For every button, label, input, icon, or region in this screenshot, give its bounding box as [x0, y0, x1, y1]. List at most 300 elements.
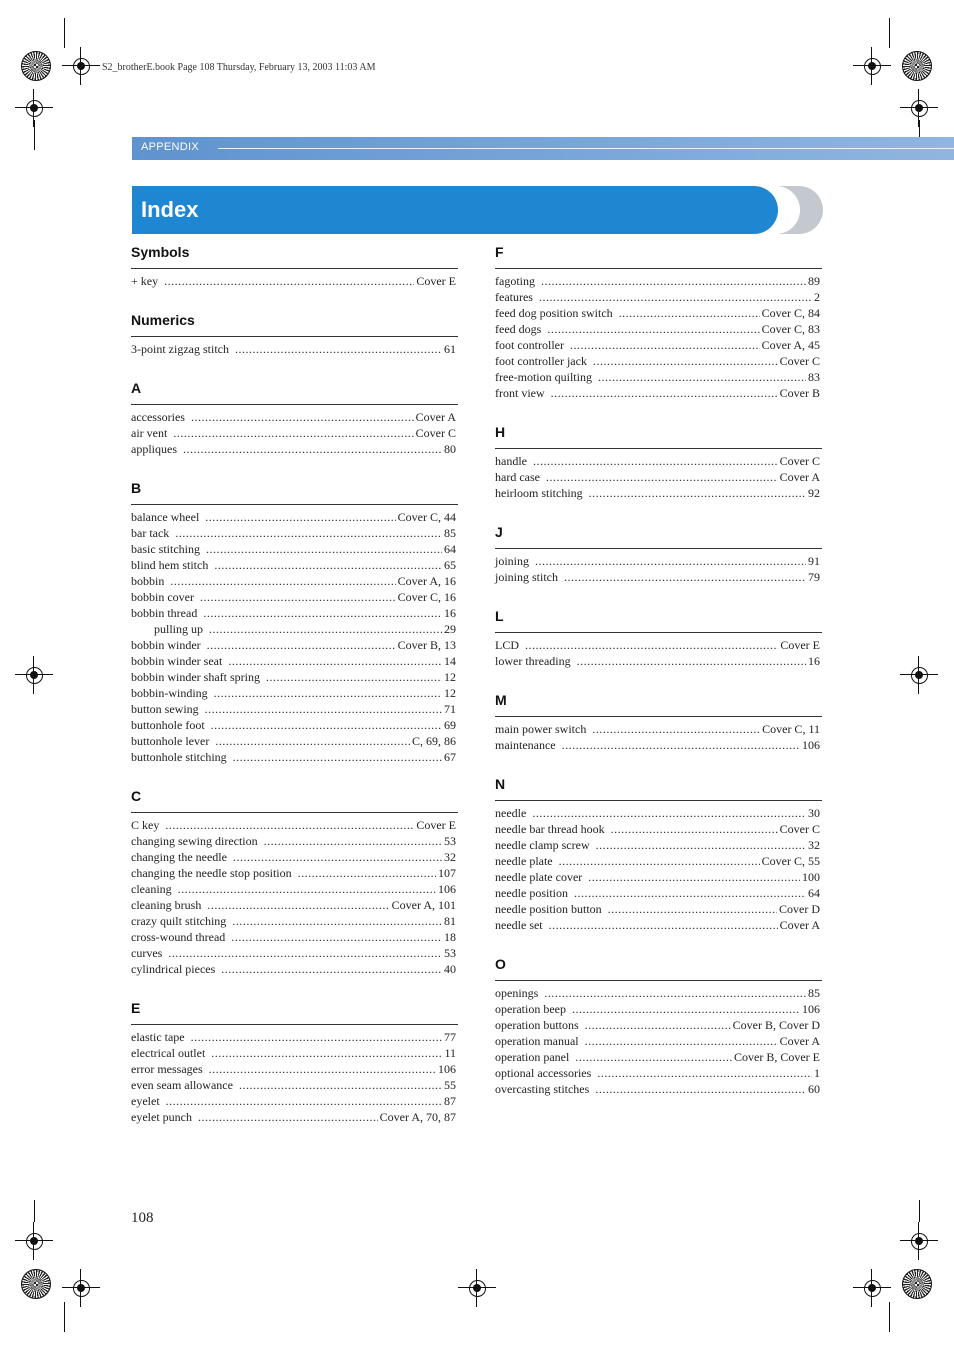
index-entry [495, 721, 822, 737]
index-term: eyelet punch [131, 1110, 192, 1124]
index-page-ref: 67 [444, 750, 456, 764]
leader-dots [533, 453, 778, 469]
index-page-ref: 30 [808, 806, 820, 820]
index-entry [131, 273, 458, 289]
crop-mark [34, 120, 35, 150]
index-section-heading: M [495, 688, 822, 717]
leader-dots [592, 721, 760, 737]
index-entry [131, 509, 458, 525]
index-term: bobbin winder [131, 638, 201, 652]
leader-dots [228, 653, 442, 669]
index-term: needle [495, 806, 527, 820]
index-term: handle [495, 454, 527, 468]
index-page-ref: 60 [808, 1082, 820, 1096]
index-entry [131, 749, 458, 765]
index-term: appliques [131, 442, 177, 456]
index-term: bobbin cover [131, 590, 194, 604]
leader-dots [525, 637, 778, 653]
leader-dots [233, 849, 442, 865]
index-entry [495, 653, 822, 669]
registration-mark-icon [458, 1269, 496, 1307]
index-section [131, 376, 458, 457]
index-entry [131, 1029, 458, 1045]
index-term: joining stitch [495, 570, 558, 584]
index-section [131, 240, 458, 289]
index-section-heading: L [495, 604, 822, 633]
leader-dots [205, 509, 395, 525]
index-page-ref: 32 [808, 838, 820, 852]
index-page-ref: 77 [444, 1030, 456, 1044]
index-term: operation buttons [495, 1018, 579, 1032]
index-section [131, 476, 458, 765]
index-page-ref: 106 [802, 1002, 820, 1016]
index-entry [131, 525, 458, 541]
index-page-ref: 1 [814, 1066, 820, 1080]
section-band [132, 137, 954, 160]
registration-mark-icon [15, 1222, 53, 1260]
index-section [495, 604, 822, 669]
title-banner [132, 186, 778, 234]
index-entry [495, 353, 822, 369]
index-page-ref: 80 [444, 442, 456, 456]
index-column-right [495, 240, 822, 1116]
index-page-ref: Cover B, Cover E [734, 1050, 820, 1064]
index-entry [131, 341, 458, 357]
index-page-ref: 89 [808, 274, 820, 288]
index-page-ref: Cover E [416, 818, 456, 832]
index-entry [131, 881, 458, 897]
index-entry [495, 305, 822, 321]
leader-dots [546, 469, 778, 485]
index-entry [131, 1077, 458, 1093]
leader-dots [532, 805, 806, 821]
index-page-ref: Cover C, 55 [761, 854, 820, 868]
index-term: needle plate cover [495, 870, 583, 884]
leader-dots [235, 341, 442, 357]
index-term: cross-wound thread [131, 930, 226, 944]
index-entry [495, 453, 822, 469]
index-page-ref: Cover A, 45 [761, 338, 820, 352]
index-entry [131, 669, 458, 685]
leader-dots [551, 385, 778, 401]
index-term: accessories [131, 410, 185, 424]
index-entry [131, 685, 458, 701]
index-entry [131, 1093, 458, 1109]
index-term: optional accessories [495, 1066, 592, 1080]
leader-dots [593, 353, 778, 369]
index-term: foot controller jack [495, 354, 587, 368]
page-title: Index [141, 197, 199, 222]
index-page-ref: Cover C, 44 [397, 510, 456, 524]
leader-dots [577, 653, 806, 669]
index-term: elastic tape [131, 1030, 185, 1044]
index-section [495, 520, 822, 585]
index-term: curves [131, 946, 163, 960]
index-term: needle plate [495, 854, 553, 868]
leader-dots [239, 1077, 442, 1093]
index-entry [495, 901, 822, 917]
index-entry [495, 321, 822, 337]
index-page-ref: Cover C, 84 [761, 306, 820, 320]
leader-dots [535, 553, 806, 569]
index-section [495, 420, 822, 501]
color-wheel-mark-top-left [21, 51, 51, 81]
index-term: 3-point zigzag stitch [131, 342, 229, 356]
index-page-ref: Cover A, 16 [397, 574, 456, 588]
leader-dots [298, 865, 436, 881]
registration-mark-icon [900, 656, 938, 694]
index-page-ref: 91 [808, 554, 820, 568]
crop-mark [889, 18, 890, 48]
leader-dots [206, 541, 442, 557]
index-entry [495, 917, 822, 933]
leader-dots [570, 337, 760, 353]
index-page-ref: Cover E [780, 638, 820, 652]
crop-mark [64, 1302, 65, 1332]
index-entry [495, 569, 822, 585]
index-page-ref: 71 [444, 702, 456, 716]
leader-dots [572, 1001, 800, 1017]
index-section-heading: O [495, 952, 822, 981]
leader-dots [539, 289, 812, 305]
leader-dots [547, 321, 759, 337]
color-wheel-mark-top-right [902, 51, 932, 81]
index-entry [495, 1049, 822, 1065]
index-entry [495, 289, 822, 305]
leader-dots [588, 869, 800, 885]
index-page-ref: Cover C [415, 426, 456, 440]
index-term: needle position [495, 886, 568, 900]
leader-dots [597, 1065, 812, 1081]
registration-mark-icon [900, 1222, 938, 1260]
index-page-ref: 53 [444, 834, 456, 848]
index-page-ref: Cover E [416, 274, 456, 288]
index-entry [495, 485, 822, 501]
leader-dots [221, 961, 442, 977]
index-page-ref: Cover C [779, 354, 820, 368]
index-page-ref: Cover A, 101 [391, 898, 456, 912]
leader-dots [209, 1061, 436, 1077]
registration-mark-icon [853, 1269, 891, 1307]
index-entry [495, 369, 822, 385]
index-page-ref: Cover C, 83 [761, 322, 820, 336]
leader-dots [264, 833, 442, 849]
leader-dots [164, 273, 414, 289]
index-term: electrical outlet [131, 1046, 206, 1060]
leader-dots [211, 717, 442, 733]
leader-dots [575, 1049, 732, 1065]
index-page-ref: 83 [808, 370, 820, 384]
index-entry [495, 1081, 822, 1097]
index-page-ref: Cover A, 70, 87 [379, 1110, 456, 1124]
index-section [131, 308, 458, 357]
index-page-ref: 53 [444, 946, 456, 960]
section-rule [218, 148, 954, 149]
index-term: cleaning [131, 882, 172, 896]
leader-dots [198, 1109, 378, 1125]
index-page-ref: 85 [444, 526, 456, 540]
index-entry [131, 945, 458, 961]
index-term: bar tack [131, 526, 170, 540]
leader-dots [544, 985, 806, 1001]
leader-dots [207, 897, 389, 913]
index-page-ref: 106 [438, 1062, 456, 1076]
index-term: cleaning brush [131, 898, 202, 912]
index-entry [131, 557, 458, 573]
leader-dots [585, 1017, 731, 1033]
index-term: needle position button [495, 902, 602, 916]
index-page-ref: 40 [444, 962, 456, 976]
index-page-ref: 12 [444, 670, 456, 684]
index-section [131, 996, 458, 1125]
index-entry [131, 541, 458, 557]
leader-dots [173, 425, 413, 441]
color-wheel-mark-bottom-left [21, 1269, 51, 1299]
index-term: openings [495, 986, 539, 1000]
leader-dots [598, 369, 806, 385]
index-term: overcasting stitches [495, 1082, 590, 1096]
index-page-ref: 107 [438, 866, 456, 880]
index-term: feed dogs [495, 322, 542, 336]
index-section [131, 784, 458, 977]
index-page-ref: 14 [444, 654, 456, 668]
index-entry [131, 833, 458, 849]
index-entry [131, 849, 458, 865]
index-entry [131, 409, 458, 425]
index-page-ref: 11 [444, 1046, 456, 1060]
leader-dots [595, 1081, 806, 1097]
index-page-ref: 106 [802, 738, 820, 752]
leader-dots [211, 1045, 442, 1061]
index-term: changing sewing direction [131, 834, 258, 848]
index-term: cylindrical pieces [131, 962, 216, 976]
crop-mark [889, 1302, 890, 1332]
index-entry [495, 1065, 822, 1081]
index-entry [131, 653, 458, 669]
leader-dots [232, 913, 442, 929]
leader-dots [203, 605, 442, 621]
index-term: bobbin thread [131, 606, 198, 620]
leader-dots [214, 685, 442, 701]
leader-dots [233, 749, 442, 765]
leader-dots [585, 1033, 778, 1049]
index-page-ref: Cover B, 13 [397, 638, 456, 652]
leader-dots [611, 821, 778, 837]
index-section [495, 240, 822, 401]
index-entry [495, 821, 822, 837]
leader-dots [209, 621, 442, 637]
index-page-ref: 69 [444, 718, 456, 732]
index-term: bobbin-winding [131, 686, 208, 700]
registration-mark-icon [62, 47, 100, 85]
index-section-heading: J [495, 520, 822, 549]
index-term: bobbin [131, 574, 165, 588]
index-section [495, 688, 822, 753]
index-page-ref: 87 [444, 1094, 456, 1108]
index-entry [495, 837, 822, 853]
index-entry [131, 637, 458, 653]
index-entry [131, 717, 458, 733]
leader-dots [178, 881, 436, 897]
index-section-heading: C [131, 784, 458, 813]
index-entry [131, 441, 458, 457]
index-term: blind hem stitch [131, 558, 209, 572]
file-info-header: S2_brotherE.book Page 108 Thursday, February 13, 2003 11:03 AM [102, 62, 376, 73]
index-entry [495, 1001, 822, 1017]
index-term: needle bar thread hook [495, 822, 605, 836]
index-term: operation panel [495, 1050, 570, 1064]
index-page-ref: 79 [808, 570, 820, 584]
index-entry [131, 573, 458, 589]
leader-dots [619, 305, 760, 321]
leader-dots [549, 917, 778, 933]
index-term: front view [495, 386, 545, 400]
index-term: changing the needle stop position [131, 866, 292, 880]
index-section-heading: Symbols [131, 240, 458, 269]
index-page-ref: Cover D [779, 902, 820, 916]
leader-dots [559, 853, 760, 869]
index-page-ref: Cover A [415, 410, 456, 424]
leader-dots [215, 733, 410, 749]
index-section-heading: F [495, 240, 822, 269]
index-page-ref: Cover B, Cover D [732, 1018, 820, 1032]
index-entry [131, 1109, 458, 1125]
index-page-ref: 12 [444, 686, 456, 700]
index-page-ref: 65 [444, 558, 456, 572]
index-entry [495, 273, 822, 289]
index-page-ref: 55 [444, 1078, 456, 1092]
leader-dots [214, 557, 442, 573]
index-entry [131, 425, 458, 441]
index-term: bobbin winder seat [131, 654, 223, 668]
index-entry [495, 637, 822, 653]
index-page-ref: Cover C, 16 [397, 590, 456, 604]
index-section-heading: H [495, 420, 822, 449]
leader-dots [200, 589, 396, 605]
index-term: bobbin winder shaft spring [131, 670, 260, 684]
index-term: + key [131, 274, 159, 288]
registration-mark-icon [15, 656, 53, 694]
index-section-heading: A [131, 376, 458, 405]
index-entry [131, 929, 458, 945]
index-term: fagoting [495, 274, 535, 288]
index-term: air vent [131, 426, 168, 440]
index-entry [495, 385, 822, 401]
leader-dots [191, 409, 414, 425]
index-term: feed dog position switch [495, 306, 613, 320]
crop-mark [919, 1200, 920, 1222]
index-entry [495, 805, 822, 821]
index-page-ref: Cover C [779, 822, 820, 836]
index-term: needle set [495, 918, 543, 932]
leader-dots [175, 525, 442, 541]
index-entry [131, 605, 458, 621]
index-term: main power switch [495, 722, 587, 736]
index-entry [131, 897, 458, 913]
index-term: buttonhole foot [131, 718, 205, 732]
index-page-ref: 64 [444, 542, 456, 556]
index-term: error messages [131, 1062, 203, 1076]
index-section-heading: B [131, 476, 458, 505]
registration-mark-icon [853, 47, 891, 85]
leader-dots [608, 901, 777, 917]
index-term: hard case [495, 470, 540, 484]
index-entry [495, 1033, 822, 1049]
index-page-ref: 18 [444, 930, 456, 944]
index-page-ref: Cover B [779, 386, 820, 400]
leader-dots [183, 441, 442, 457]
leader-dots [589, 485, 806, 501]
index-page-ref: 81 [444, 914, 456, 928]
index-term: buttonhole lever [131, 734, 210, 748]
index-entry [495, 885, 822, 901]
index-entry [131, 733, 458, 749]
index-term: heirloom stitching [495, 486, 583, 500]
section-label: APPENDIX [141, 141, 200, 153]
crop-mark [34, 1200, 35, 1222]
index-page-ref: Cover A [779, 918, 820, 932]
index-page-ref: 100 [802, 870, 820, 884]
leader-dots [596, 837, 806, 853]
leader-dots [205, 701, 442, 717]
index-term: operation beep [495, 1002, 566, 1016]
index-entry [131, 913, 458, 929]
index-entry [131, 817, 458, 833]
index-term: operation manual [495, 1034, 579, 1048]
index-section-heading: N [495, 772, 822, 801]
index-entry [495, 869, 822, 885]
index-entry [131, 589, 458, 605]
index-term: button sewing [131, 702, 199, 716]
index-entry [495, 337, 822, 353]
index-page-ref: Cover A [779, 1034, 820, 1048]
leader-dots [191, 1029, 442, 1045]
index-term: maintenance [495, 738, 556, 752]
index-term: joining [495, 554, 530, 568]
index-page-ref: 64 [808, 886, 820, 900]
leader-dots [166, 1093, 442, 1109]
crop-mark [64, 18, 65, 48]
index-entry [495, 985, 822, 1001]
index-page-ref: 32 [444, 850, 456, 864]
index-term: features [495, 290, 533, 304]
index-section-heading: E [131, 996, 458, 1025]
leader-dots [541, 273, 806, 289]
index-term: LCD [495, 638, 519, 652]
index-term: C key [131, 818, 160, 832]
index-term: eyelet [131, 1094, 160, 1108]
index-term: crazy quilt stitching [131, 914, 227, 928]
index-entry [131, 961, 458, 977]
leader-dots [165, 817, 414, 833]
color-wheel-mark-bottom-right [902, 1269, 932, 1299]
leader-dots [168, 945, 442, 961]
leader-dots [266, 669, 442, 685]
index-term: needle clamp screw [495, 838, 590, 852]
index-term: free-motion quilting [495, 370, 592, 384]
index-page-ref: 16 [444, 606, 456, 620]
index-page-ref: 85 [808, 986, 820, 1000]
index-entry [495, 737, 822, 753]
index-entry [495, 469, 822, 485]
index-entry [131, 1061, 458, 1077]
index-page-ref: 92 [808, 486, 820, 500]
index-term: buttonhole stitching [131, 750, 227, 764]
page-number: 108 [131, 1210, 154, 1226]
leader-dots [231, 929, 442, 945]
index-section-heading: Numerics [131, 308, 458, 337]
index-page-ref: Cover C [779, 454, 820, 468]
